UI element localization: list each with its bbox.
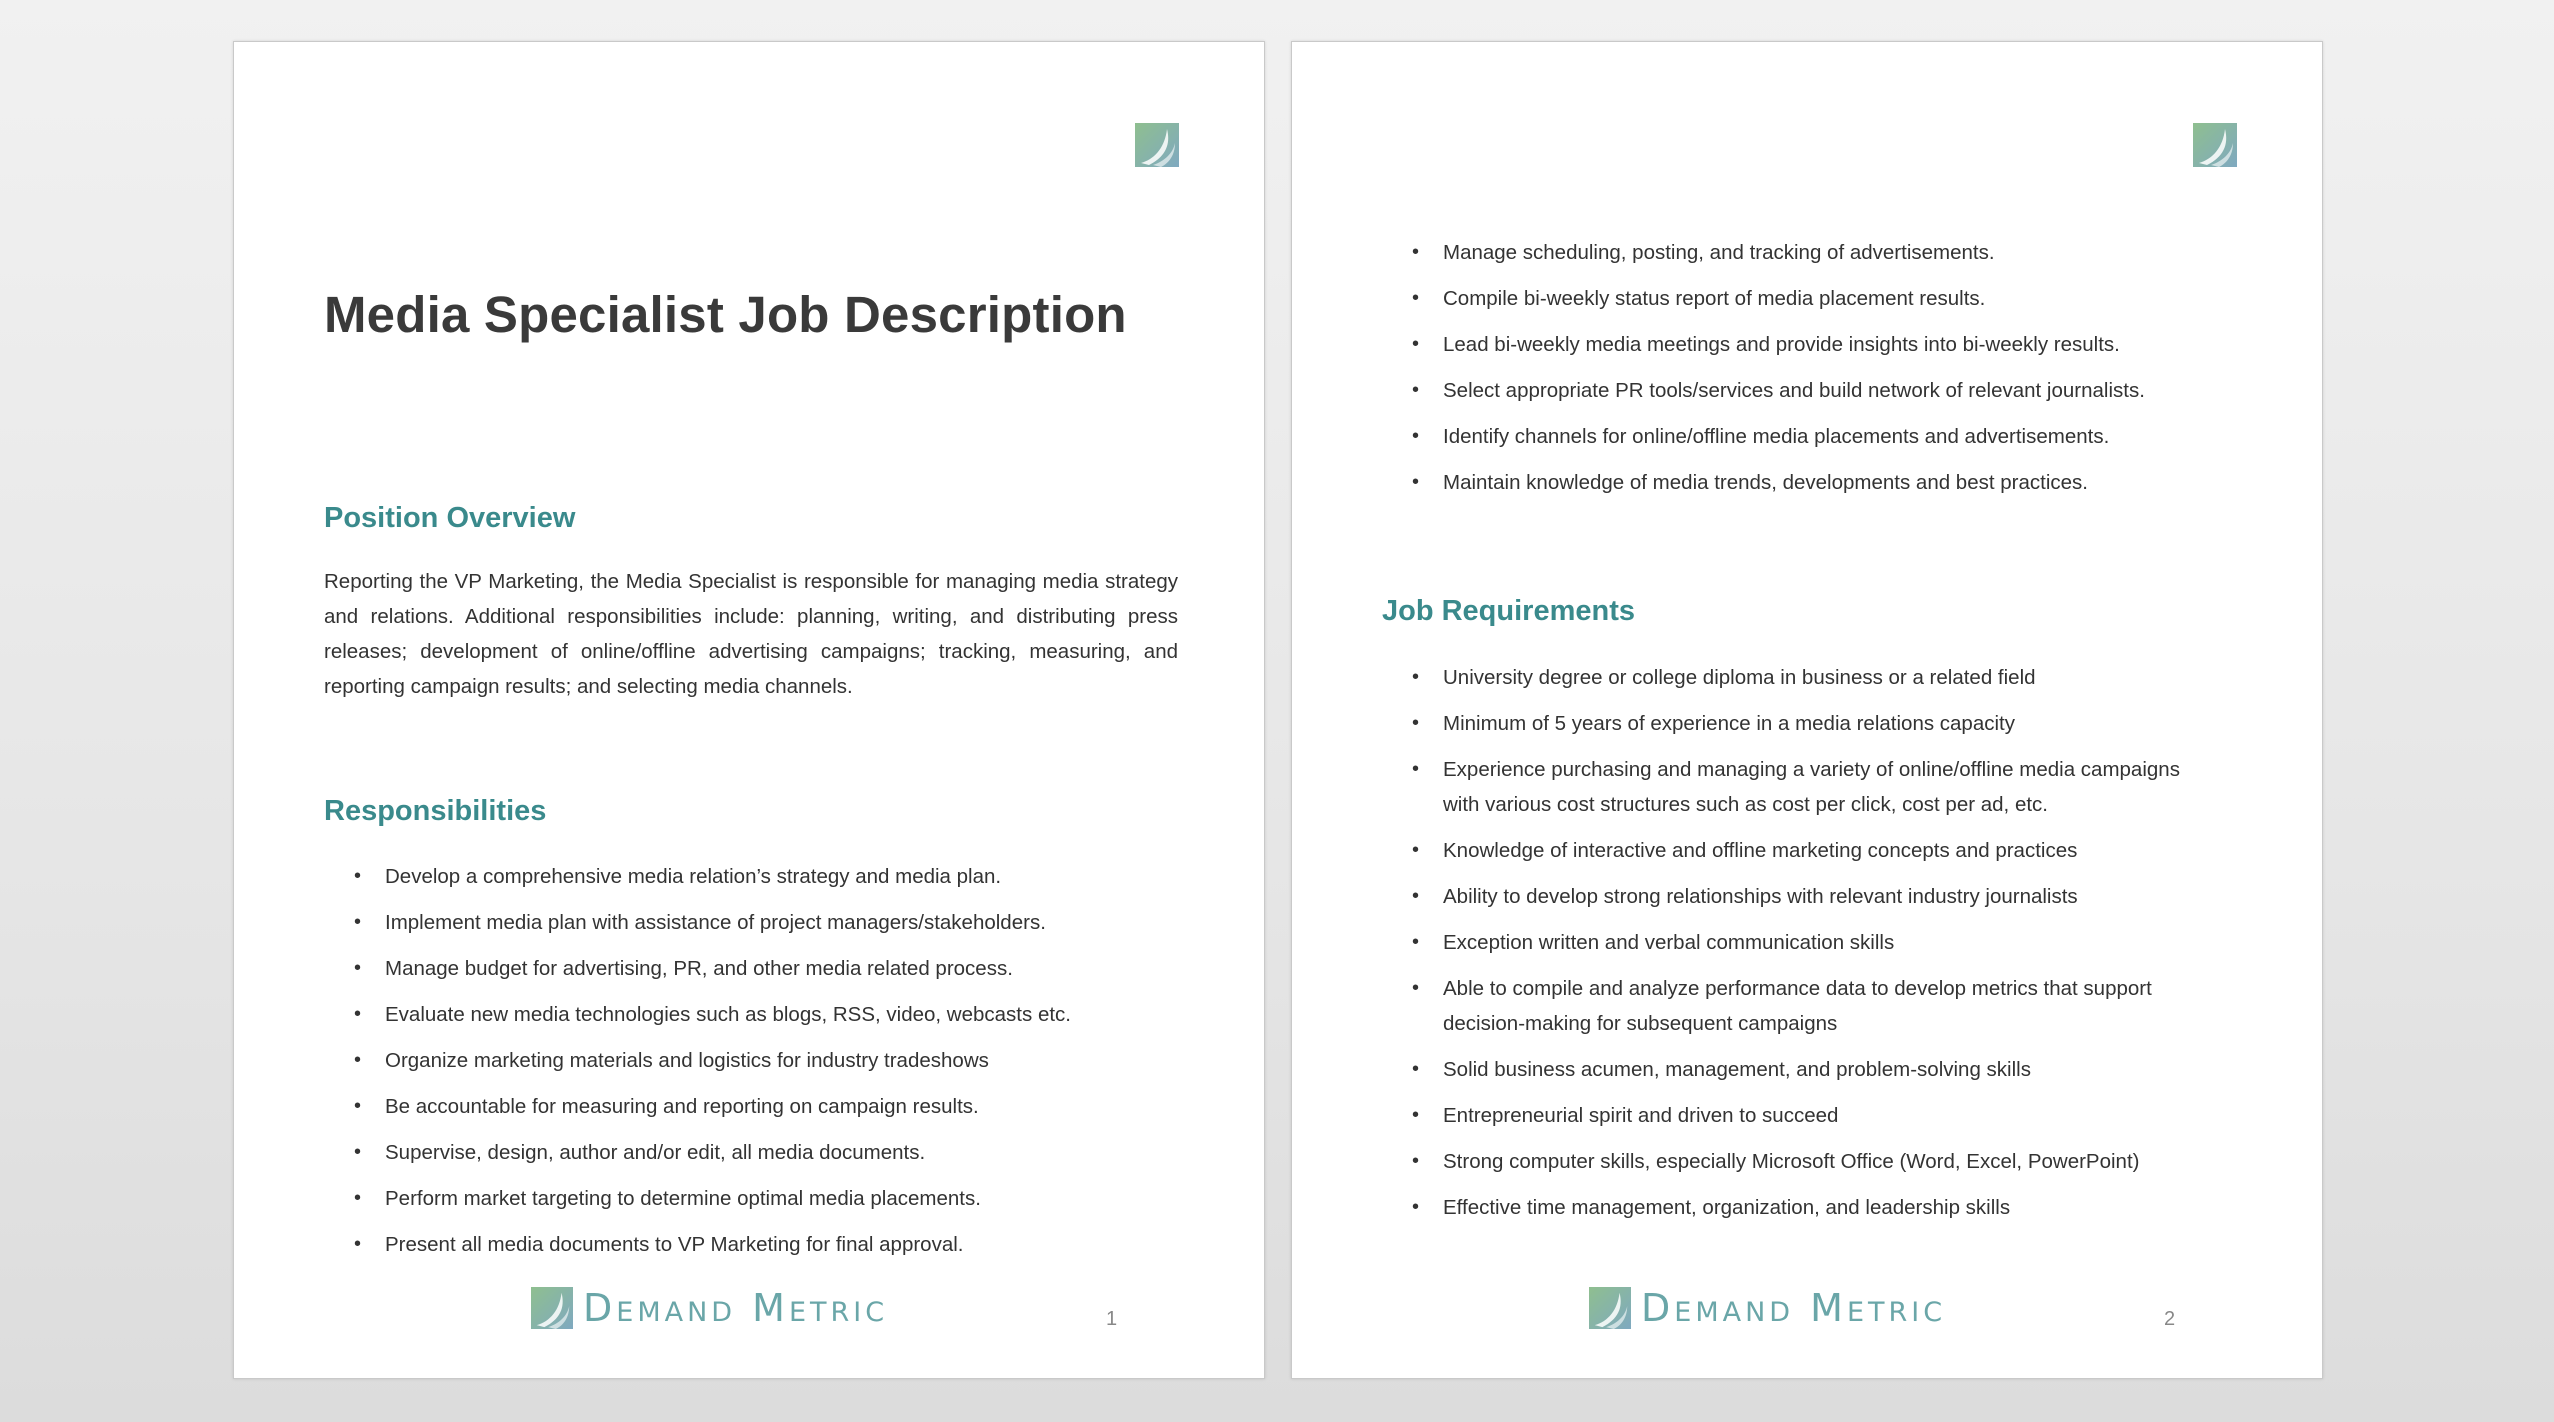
page-number: 2 (2164, 1308, 2176, 1330)
position-overview-heading: Position Overview (324, 502, 576, 534)
list-item: • Be accountable for measuring and reporting on campaign results. (354, 1095, 979, 1118)
list-item: • Implement media plan with assistance of project managers/stakeholders. (354, 911, 1046, 934)
responsibilities-list (324, 859, 1204, 1273)
footer-logo (531, 1286, 888, 1330)
demand-metric-logo-icon (1135, 123, 1179, 167)
document-title: Media Specialist Job Description (324, 286, 1127, 343)
list-item: • Solid business acumen, management, and problem-solving skills (1412, 1058, 2031, 1081)
demand-metric-mark-icon (531, 1287, 573, 1329)
list-item: • Lead bi-weekly media meetings and provide insights into bi-weekly results. (1412, 333, 2120, 356)
list-item: • Compile bi-weekly status report of media placement results. (1412, 287, 1986, 310)
list-item: • Minimum of 5 years of experience in a media relations capacity (1412, 712, 2015, 735)
responsibilities-heading: Responsibilities (324, 795, 547, 827)
list-item: • Manage scheduling, posting, and tracking of advertisements. (1412, 241, 1995, 264)
list-item: • Knowledge of interactive and offline marketing concepts and practices (1412, 839, 2078, 862)
list-item: • Develop a comprehensive media relation’s strategy and media plan. (354, 865, 1002, 888)
list-item: • Organize marketing materials and logistics for industry tradeshows (354, 1049, 989, 1072)
list-item: • Strong computer skills, especially Microsoft Office (Word, Excel, PowerPoint) (1412, 1150, 2140, 1173)
list-item: • Evaluate new media technologies such as blogs, RSS, video, webcasts etc. (354, 1003, 1071, 1026)
list-item: • Present all media documents to VP Marketing for final approval. (354, 1233, 964, 1256)
document-page-2 (1291, 41, 2323, 1379)
demand-metric-mark-icon (1589, 1287, 1631, 1329)
list-item: • Identify channels for online/offline media placements and advertisements. (1412, 425, 2110, 448)
responsibilities-continued-list (1382, 235, 2262, 511)
job-requirements-heading: Job Requirements (1382, 595, 1635, 627)
job-requirements-list (1382, 660, 2202, 1236)
list-item: • Maintain knowledge of media trends, developments and best practices. (1412, 471, 2088, 494)
footer-logo (1589, 1286, 1946, 1330)
document-page-1 (233, 41, 1265, 1379)
list-item: • Effective time management, organization, and leadership skills (1412, 1196, 2011, 1219)
list-item: • Ability to develop strong relationships with relevant industry journalists (1412, 885, 2078, 908)
page-number: 1 (1106, 1308, 1118, 1330)
brand-name: Demand Metric (583, 1286, 889, 1330)
list-item: • Entrepreneurial spirit and driven to succeed (1412, 1104, 1839, 1127)
brand-name: Demand Metric (1641, 1286, 1947, 1330)
list-item: • Perform market targeting to determine optimal media placements. (354, 1187, 981, 1210)
list-item: • Able to compile and analyze performance data to develop metrics that support decision-making for subsequent campaigns (1412, 977, 2152, 1035)
list-item: • Manage budget for advertising, PR, and other media related process. (354, 957, 1013, 980)
position-overview-text: Reporting the VP Marketing, the Media Specialist is responsible for managing media strategy and relations. Additional responsibilities include: planning, writing, and distributing press releases; development of online/offline advertising campaigns; tracking, measuring, and reporting campaign results; and selecting media channels. (324, 570, 1178, 698)
list-item: • Exception written and verbal communication skills (1412, 931, 1895, 954)
list-item: • Select appropriate PR tools/services and build network of relevant journalists. (1412, 379, 2145, 402)
list-item: • Supervise, design, author and/or edit, all media documents. (354, 1141, 926, 1164)
demand-metric-logo-icon (2193, 123, 2237, 167)
list-item: • Experience purchasing and managing a variety of online/offline media campaigns with various cost structures such as cost per click, cost per ad, etc. (1412, 758, 2180, 816)
list-item: • University degree or college diploma in business or a related field (1412, 666, 2036, 689)
